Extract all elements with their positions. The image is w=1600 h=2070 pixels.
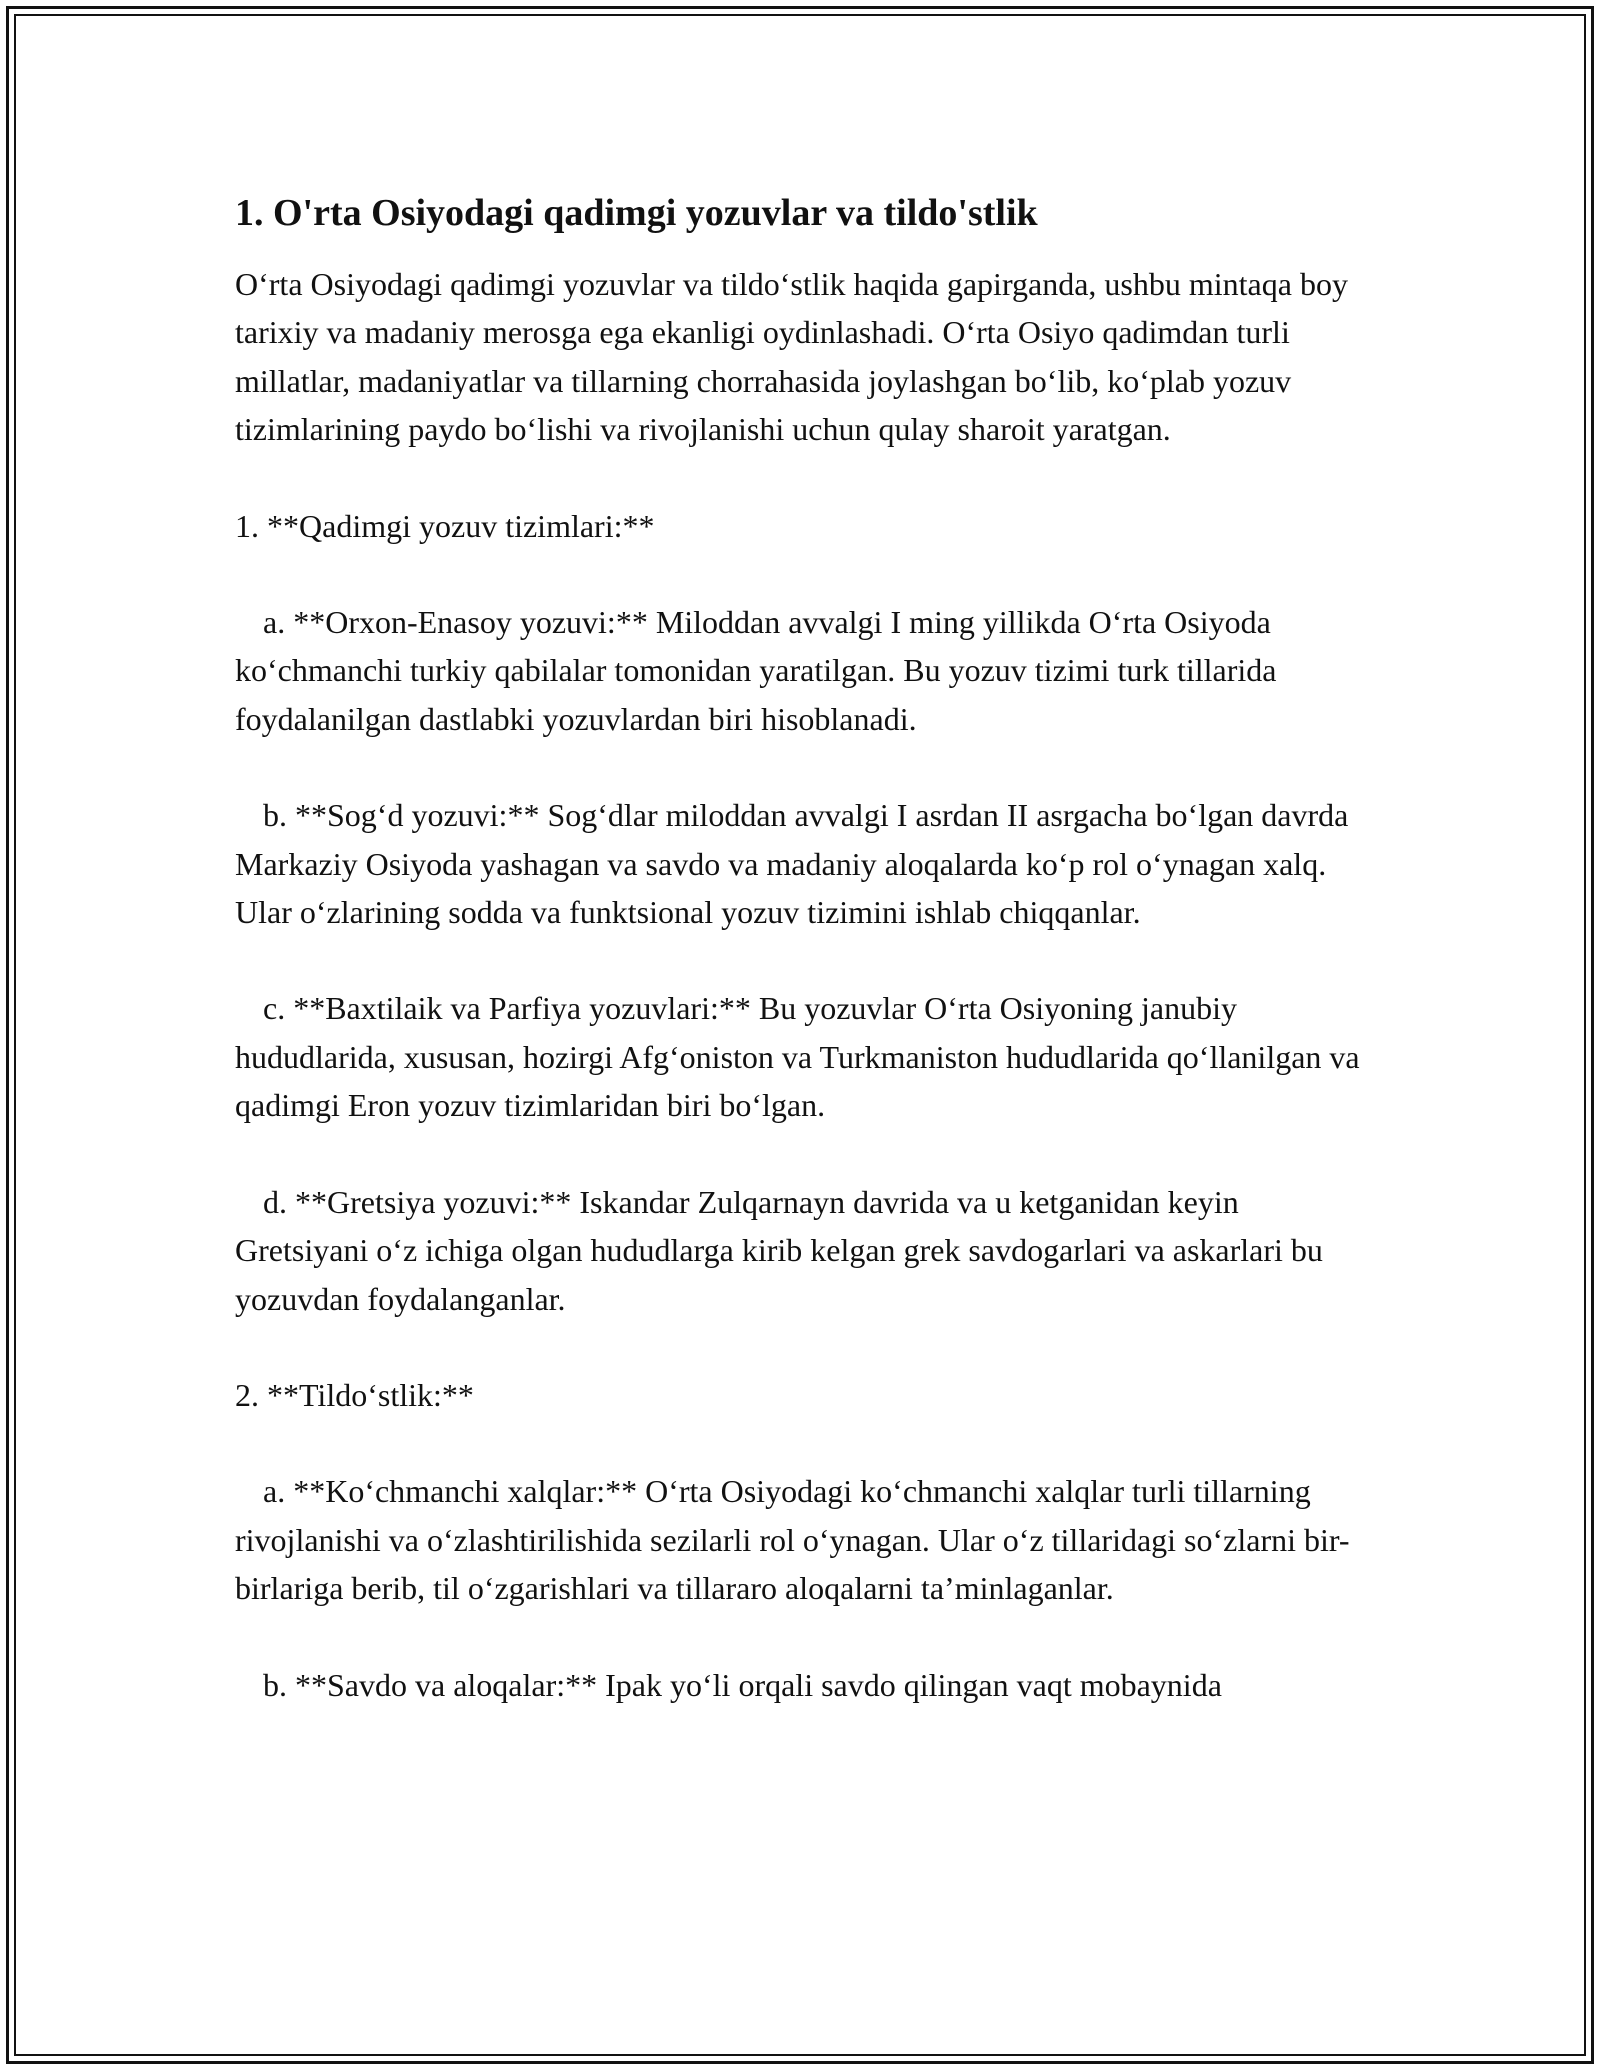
sub-item-nomadic-peoples: a. **Ko‘chmanchi xalqlar:** O‘rta Osiyodagi ko‘chmanchi xalqlar turli tillarning rivojlanishi va o‘zlashtirilishida sezilarli rol o‘ynagan. Ular o‘z tillaridagi so‘zlarni bir-birlariga berib, til o‘zgarishlari va tillararo aloqalarni ta’minlaganlar. (235, 1473, 1350, 1607)
intro-paragraph: O‘rta Osiyodagi qadimgi yozuvlar va tildo‘stlik haqida gapirganda, ushbu mintaqa boy tarixiy va madaniy merosga ega ekanligi oydinlashadi. O‘rta Osiyo qadimdan turli millatlar, madaniyatlar va tillarning chorrahasida joylashgan bo‘lib, ko‘plab yozuv tizimlarining paydo bo‘lishi va rivojlanishi uchun qulay sharoit yaratgan. (235, 266, 1356, 448)
list-item-multilingualism: 2. **Tildo‘stlik:** (235, 1376, 474, 1413)
list-item-writing-systems: 1. **Qadimgi yozuv tizimlari:** (235, 507, 655, 544)
document-body (235, 186, 1375, 1757)
sub-item-greek: d. **Gretsiya yozuvi:** Iskandar Zulqarnayn davrida va u ketganidan keyin Gretsiyani o‘z ichiga olgan hududlarga kirib kelgan grek savdogarlari va askarlari bu yozuvdan foydalanganlar. (235, 1183, 1331, 1317)
sub-item-trade-relations: b. **Savdo va aloqalar:** Ipak yo‘li orqali savdo qilingan vaqt mobaynida (263, 1666, 1222, 1703)
sub-item-bactrian-parthian: c. **Baxtilaik va Parfiya yozuvlari:** Bu yozuvlar O‘rta Osiyoning janubiy hududlarida, xususan, hozirgi Afg‘oniston va Turkmaniston hududlarida qo‘llanilgan va qadimgi Eron yozuv tizimlaridan biri bo‘lgan. (235, 990, 1368, 1124)
document-title: 1. O'rta Osiyodagi qadimgi yozuvlar va tildo'stlik (235, 192, 1038, 234)
sub-item-orkhon-yenisei: a. **Orxon-Enasoy yozuvi:** Miloddan avvalgi I ming yillikda O‘rta Osiyoda ko‘chmanchi turkiy qabilalar tomonidan yaratilgan. Bu yozuv tizimi turk tillarida foydalanilgan dastlabki yozuvlardan biri hisoblanadi. (235, 604, 1285, 737)
sub-item-sogdian: b. **Sog‘d yozuvi:** Sog‘dlar miloddan avvalgi I asrdan II asrgacha bo‘lgan davrda Markaziy Osiyoda yashagan va savdo va madaniy aloqalarda ko‘p rol o‘ynagan xalq. Ular o‘zlarining sodda va funktsional yozuv tizimini ishlab chiqqanlar. (235, 797, 1357, 931)
